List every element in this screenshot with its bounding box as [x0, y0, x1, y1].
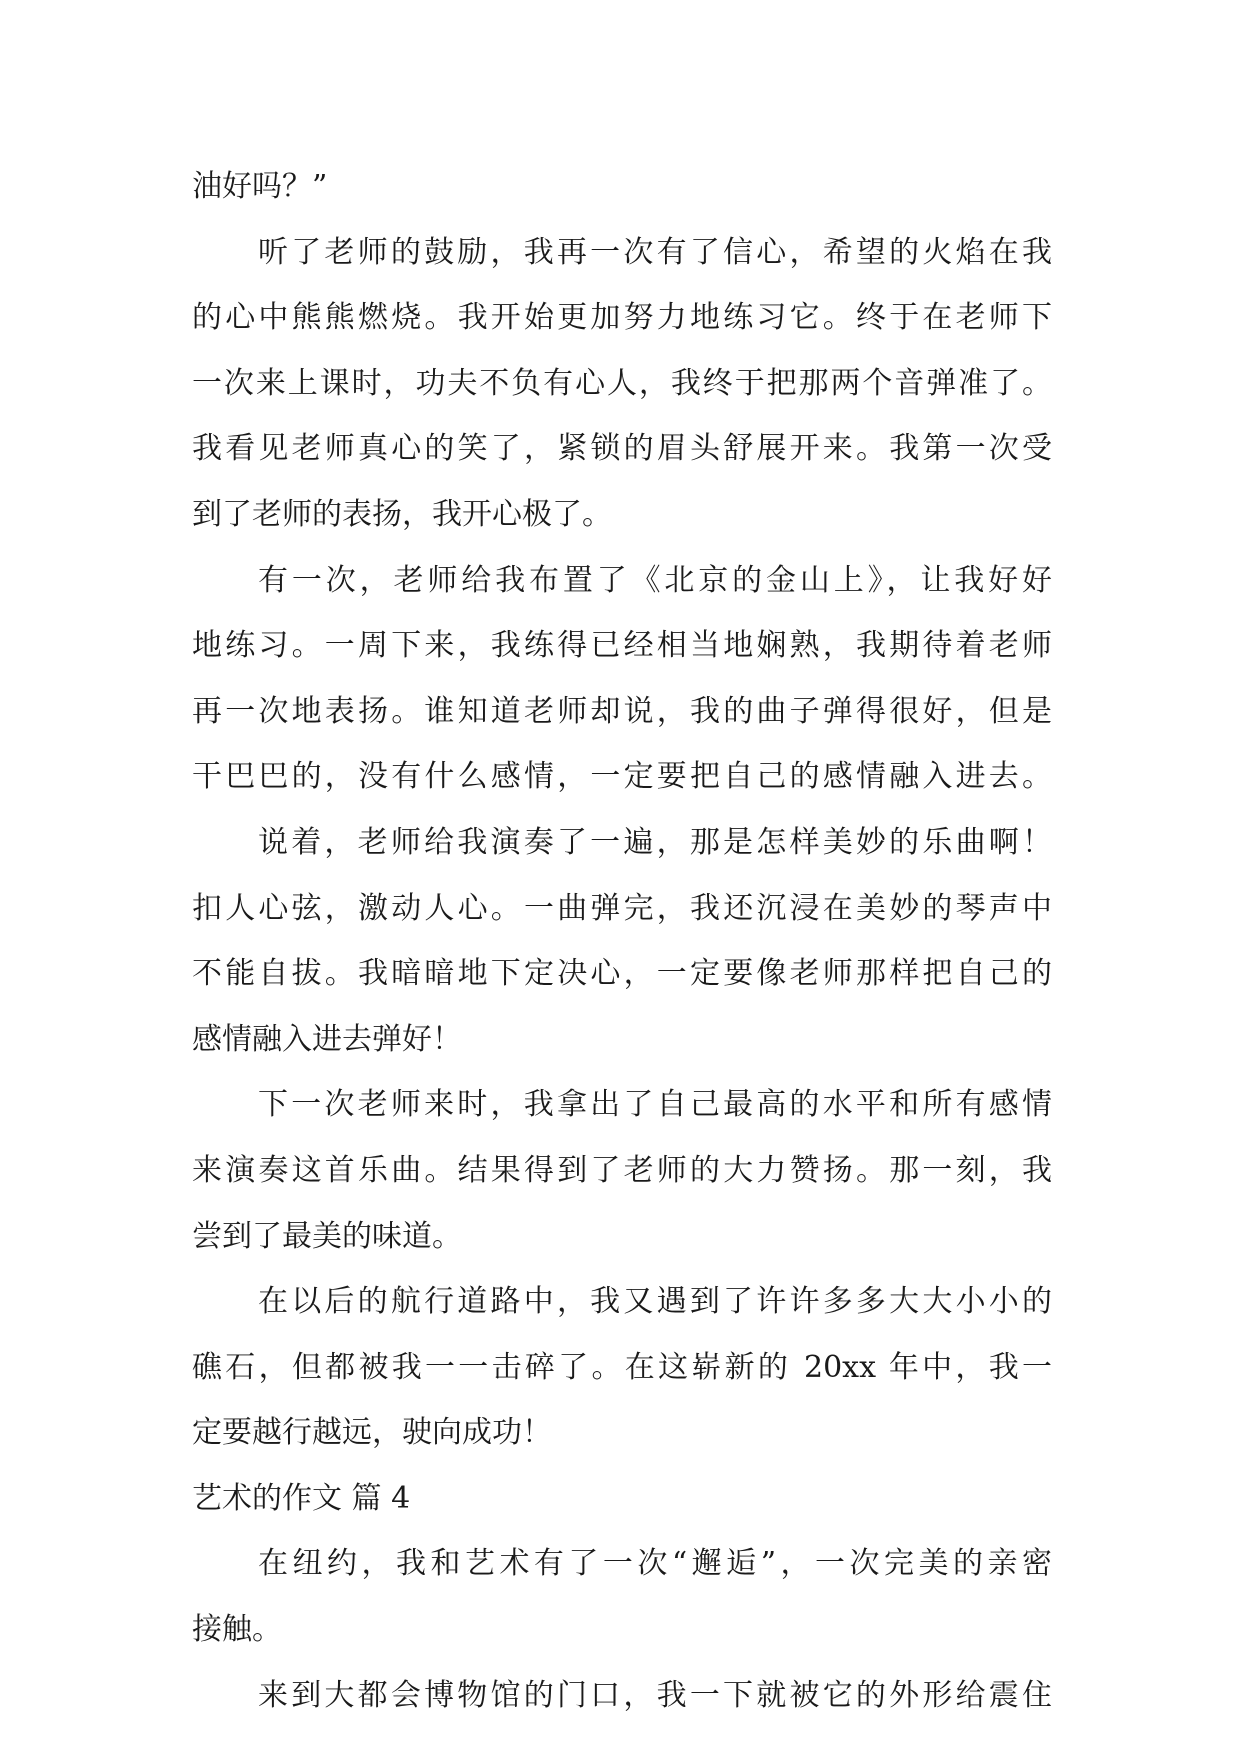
section-heading: 艺术的作文 篇 4	[192, 1480, 411, 1516]
text-line: 一次来上课时，功夫不负有心人，我终于把那两个音弹准了。	[192, 365, 1052, 401]
text-line: 的心中熊熊燃烧。我开始更加努力地练习它。终于在老师下	[192, 300, 1052, 336]
text-line: 下一次老师来时，我拿出了自己最高的水平和所有感情	[258, 1087, 1052, 1123]
text-line: 干巴巴的，没有什么感情，一定要把自己的感情融入进去。	[192, 759, 1052, 795]
text-line: 定要越行越远，驶向成功！	[192, 1415, 552, 1451]
text-line: 不能自拔。我暗暗地下定决心，一定要像老师那样把自己的	[192, 956, 1052, 992]
text-line: 再一次地表扬。谁知道老师却说，我的曲子弹得很好，但是	[192, 693, 1052, 729]
text-line: 在以后的航行道路中，我又遇到了许许多多大大小小的	[258, 1284, 1052, 1320]
text-line: 来演奏这首乐曲。结果得到了老师的大力赞扬。那一刻，我	[192, 1152, 1052, 1188]
text-line: 接触。	[192, 1612, 282, 1648]
text-line: 扣人心弦，激动人心。一曲弹完，我还沉浸在美妙的琴声中	[192, 890, 1052, 926]
text-line: 有一次，老师给我布置了《北京的金山上》，让我好好	[258, 562, 1052, 598]
text-line: 到了老师的表扬，我开心极了。	[192, 496, 612, 532]
text-line: 地练习。一周下来，我练得已经相当地娴熟，我期待着老师	[192, 628, 1052, 664]
text-line: 说着，老师给我演奏了一遍，那是怎样美妙的乐曲啊！	[258, 824, 1052, 860]
text-line: 来到大都会博物馆的门口，我一下就被它的外形给震住	[258, 1677, 1052, 1713]
text-line: 感情融入进去弹好！	[192, 1021, 462, 1057]
text-line: 我看见老师真心的笑了，紧锁的眉头舒展开来。我第一次受	[192, 431, 1052, 467]
text-line: 尝到了最美的味道。	[192, 1218, 462, 1254]
text-line: 礁石，但都被我一一击碎了。在这崭新的 20xx 年中，我一	[192, 1349, 1052, 1385]
essay-text	[192, 154, 1052, 1728]
text-line: 听了老师的鼓励，我再一次有了信心，希望的火焰在我	[258, 234, 1052, 270]
text-line: 油好吗？”	[192, 169, 328, 204]
text-line: 在纽约，我和艺术有了一次“邂逅”，一次完美的亲密	[258, 1546, 1052, 1582]
